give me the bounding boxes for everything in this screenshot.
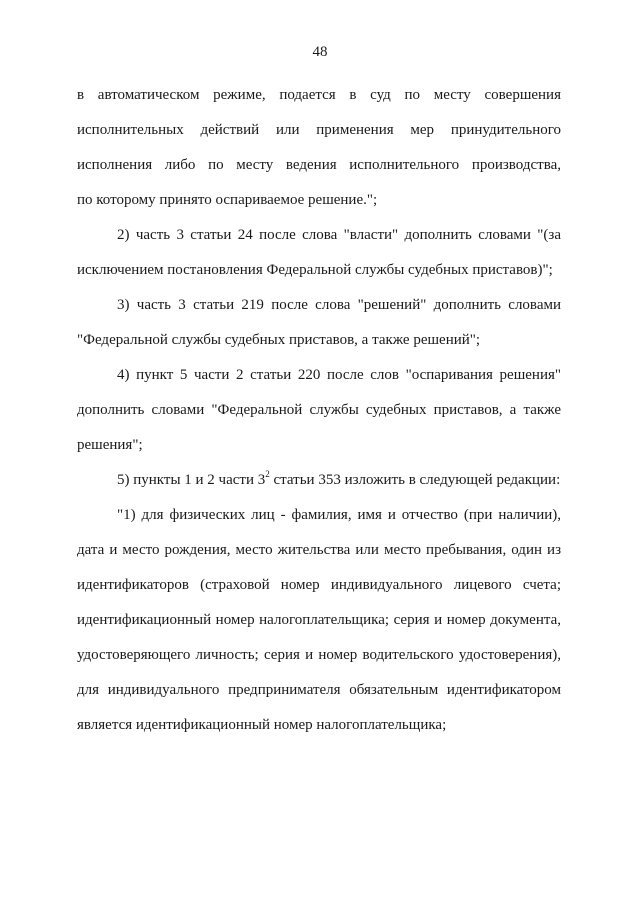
text-line: решения"; xyxy=(77,437,143,453)
quote-line: идентификаторов (страховой номер индивидуального лицевого счета; xyxy=(77,577,561,593)
quote-line: "1) для физических лиц - фамилия, имя и отчество (при наличии), xyxy=(117,507,561,523)
item-4-line: 4) пункт 5 части 2 статьи 220 после слов "оспаривания решения" xyxy=(117,367,561,383)
page-number: 48 xyxy=(312,44,328,60)
item-2-line: 2) часть 3 статьи 24 после слова "власти" дополнить словами "(за xyxy=(117,227,561,243)
text-line: исполнительных действий или применения мер принудительного xyxy=(77,122,561,138)
text-line: в автоматическом режиме, подается в суд по месту совершения xyxy=(77,87,561,103)
document-body xyxy=(77,78,561,743)
item-5-after: статьи 353 изложить в следующей редакции: xyxy=(269,472,561,488)
quote-line: удостоверяющего личность; серия и номер водительского удостоверения), xyxy=(77,647,561,663)
text-line: исполнения либо по месту ведения исполнительного производства, xyxy=(77,157,561,173)
item-5-superscript: 2 xyxy=(265,469,270,479)
quote-line: идентификационный номер налогоплательщика; серия и номер документа, xyxy=(77,612,561,628)
quote-line: для индивидуального предпринимателя обязательным идентификатором xyxy=(77,682,561,698)
item-5-before: 5) пункты 1 и 2 части 3 xyxy=(117,472,266,488)
quote-line: является идентификационный номер налогоплательщика; xyxy=(77,717,447,733)
text-line: по которому принято оспариваемое решение."; xyxy=(77,192,378,208)
item-5-line xyxy=(77,463,561,498)
item-3-line: 3) часть 3 статьи 219 после слова "решений" дополнить словами xyxy=(117,297,561,313)
text-line: "Федеральной службы судебных приставов, а также решений"; xyxy=(77,332,481,348)
text-line: дополнить словами "Федеральной службы судебных приставов, а также xyxy=(77,402,561,418)
text-line: исключением постановления Федеральной службы судебных приставов)"; xyxy=(77,262,553,278)
quote-line: дата и место рождения, место жительства или место пребывания, один из xyxy=(77,542,561,558)
